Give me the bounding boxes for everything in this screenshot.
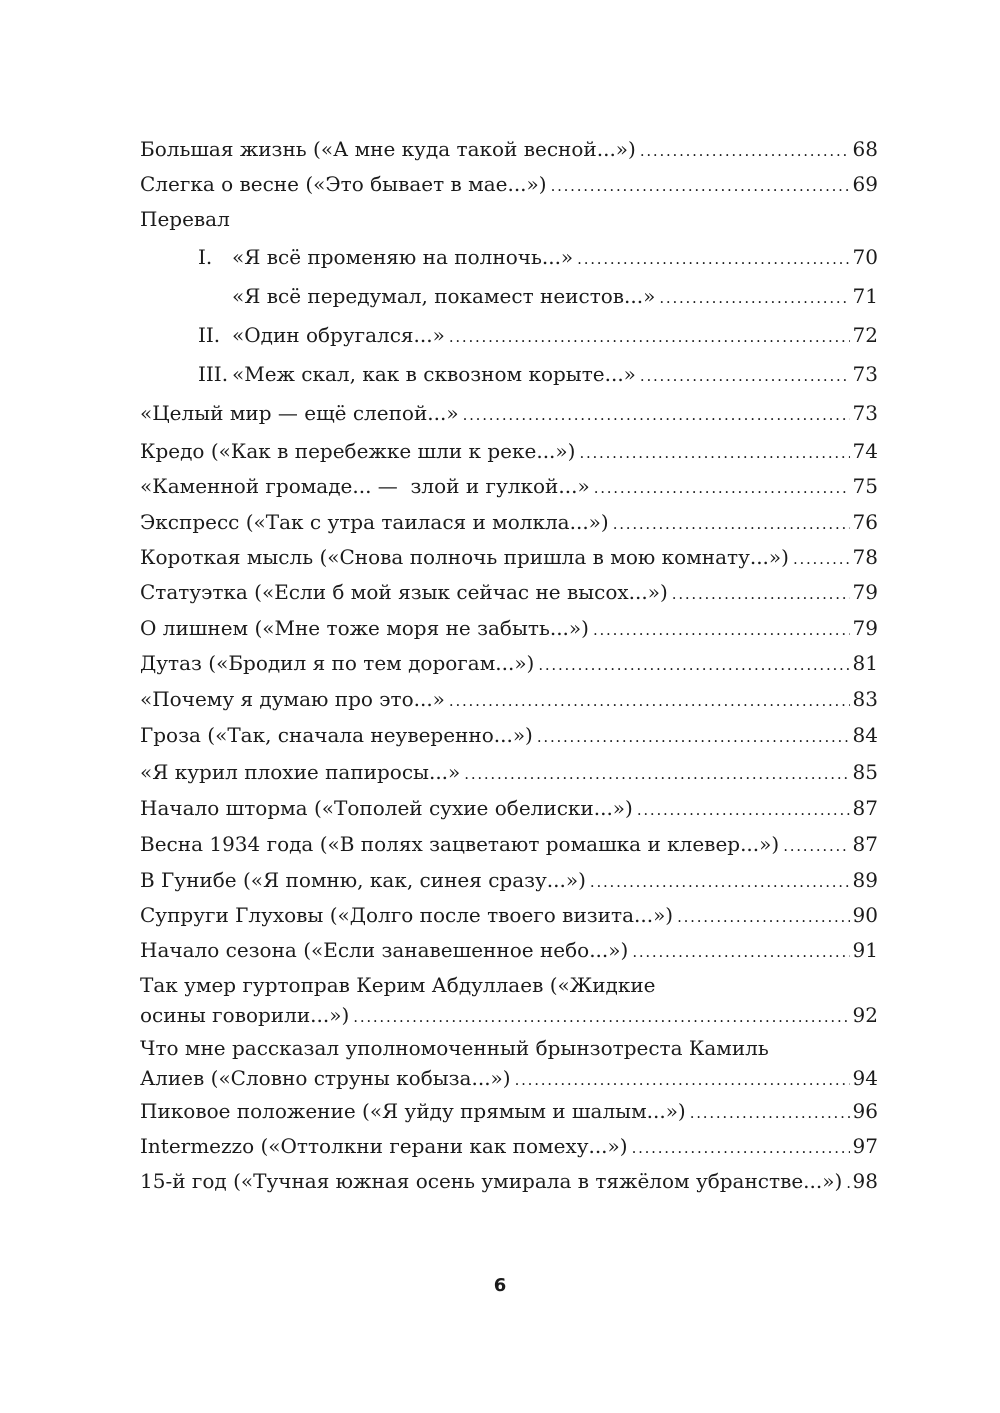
toc-entry-page: 89 xyxy=(852,868,878,892)
toc-entry-page: 78 xyxy=(852,545,878,569)
toc-entry-page: 90 xyxy=(852,903,878,927)
toc-entry xyxy=(198,359,878,391)
toc-entry-title: Экспресс («Так с утра таилася и молкла...») xyxy=(140,510,609,534)
leader-dots xyxy=(632,937,849,967)
toc-entry-multiline xyxy=(140,1033,878,1095)
toc-entry-page: 69 xyxy=(852,172,878,196)
toc-entry-title: О лишнем («Мне тоже моря не забыть...») xyxy=(140,616,589,640)
leader-dots xyxy=(577,244,849,274)
toc-entry-title: «Почему я думаю про это...» xyxy=(140,687,445,711)
toc-entry xyxy=(140,398,878,430)
toc-entry-title: «Один обругался...» xyxy=(232,323,445,347)
leader-dots xyxy=(594,473,850,503)
toc-entry-title: Начало сезона («Если занавешенное небо...») xyxy=(140,938,629,962)
toc-entry xyxy=(140,1096,878,1128)
toc-entry xyxy=(140,648,878,680)
toc-entry-numeral: I. xyxy=(198,245,213,269)
leader-dots xyxy=(783,831,849,861)
toc-entry-title: 15-й год («Тучная южная осень умирала в тяжёлом убранстве...») xyxy=(140,1169,843,1193)
toc-entry-page: 96 xyxy=(852,1099,878,1123)
page-number: 6 xyxy=(493,1275,507,1296)
leader-dots xyxy=(463,400,850,430)
toc-entry-page: 84 xyxy=(852,723,878,747)
leader-dots xyxy=(690,1098,850,1128)
toc-entry-title: Пиковое положение («Я уйду прямым и шалым...») xyxy=(140,1099,686,1123)
toc-entry-multiline xyxy=(140,970,878,1032)
leader-dots xyxy=(613,509,850,539)
toc-entry-title: «Я курил плохие папиросы...» xyxy=(140,760,461,784)
toc-entry xyxy=(140,793,878,825)
toc-entry-title: «Каменной громаде... — злой и гулкой...» xyxy=(140,474,590,498)
toc-entry-page: 87 xyxy=(852,832,878,856)
toc-entry xyxy=(140,507,878,539)
toc-entry xyxy=(140,1166,878,1198)
leader-dots xyxy=(590,867,850,897)
toc-entry-title: «Я всё променяю на полночь...» xyxy=(232,245,574,269)
toc-entry-page: 92 xyxy=(852,1003,878,1027)
toc-entry xyxy=(140,757,878,789)
toc-entry xyxy=(140,613,878,645)
toc-entry-title-line2: осины говорили...») xyxy=(140,1003,350,1027)
leader-dots xyxy=(793,544,850,574)
toc-entry-title: Intermezzo («Оттолкни герани как помеху...») xyxy=(140,1134,628,1158)
toc-entry xyxy=(140,829,878,861)
toc-entry xyxy=(198,242,878,274)
toc-entry-page: 83 xyxy=(852,687,878,711)
toc-entry-page: 74 xyxy=(852,439,878,463)
leader-dots xyxy=(637,795,850,825)
toc-entry-title: Слегка о весне («Это бывает в мае...») xyxy=(140,172,547,196)
toc-entry xyxy=(140,865,878,897)
toc-entry-title-line1: Так умер гуртоправ Керим Абдуллаев («Жидкие xyxy=(140,973,656,997)
toc-entry-page: 73 xyxy=(852,401,878,425)
toc-entry-title: «Я всё передумал, покамест неистов...» xyxy=(232,284,656,308)
toc-entry-title-line1: Что мне рассказал уполномоченный брынзотреста Камиль xyxy=(140,1036,769,1060)
leader-dots xyxy=(672,579,850,609)
toc-entry xyxy=(140,720,878,752)
toc-entry-title: Большая жизнь («А мне куда такой весной...») xyxy=(140,137,636,161)
toc-entry-numeral: III. xyxy=(198,362,229,386)
toc-entry-page: 79 xyxy=(852,580,878,604)
toc-entry-page: 94 xyxy=(852,1066,878,1090)
toc-entry-title: Статуэтка («Если б мой язык сейчас не высох...») xyxy=(140,580,668,604)
toc-entry-page: 98 xyxy=(852,1169,878,1193)
leader-dots xyxy=(579,438,849,468)
leader-dots xyxy=(640,361,850,391)
toc-entry-title: Короткая мысль («Снова полночь пришла в мою комнату...») xyxy=(140,545,789,569)
leader-dots xyxy=(846,1168,849,1198)
leader-dots xyxy=(551,171,850,201)
toc-entry-page: 70 xyxy=(852,245,878,269)
leader-dots xyxy=(449,686,850,716)
toc-section-heading xyxy=(140,204,878,234)
toc-entry xyxy=(140,900,878,932)
toc-entry xyxy=(198,320,878,352)
toc-entry-title: В Гунибе («Я помню, как, синея сразу...») xyxy=(140,868,586,892)
leader-dots xyxy=(464,759,849,789)
toc-section-title: Перевал xyxy=(140,207,230,231)
toc-entry-page: 71 xyxy=(852,284,878,308)
toc-entry-page: 85 xyxy=(852,760,878,784)
toc-entry-page: 68 xyxy=(852,137,878,161)
leader-dots xyxy=(677,902,849,932)
toc-entry-page: 81 xyxy=(852,651,878,675)
toc-entry xyxy=(140,436,878,468)
toc-entry-page: 75 xyxy=(852,474,878,498)
toc-entry xyxy=(232,281,878,313)
toc-entry-page: 76 xyxy=(852,510,878,534)
toc-entry-page: 73 xyxy=(852,362,878,386)
toc-entry-title: Весна 1934 года («В полях зацветают ромашка и клевер...») xyxy=(140,832,780,856)
leader-dots xyxy=(538,650,849,680)
toc-entry xyxy=(140,1131,878,1163)
leader-dots xyxy=(537,722,850,752)
toc-entry-page: 72 xyxy=(852,323,878,347)
leader-dots xyxy=(353,1002,849,1032)
toc-entry xyxy=(140,577,878,609)
toc-entry-page: 87 xyxy=(852,796,878,820)
toc-entry xyxy=(140,471,878,503)
toc-entry xyxy=(140,134,878,166)
toc-entry xyxy=(140,169,878,201)
toc-entry-title: «Меж скал, как в сквозном корыте...» xyxy=(232,362,636,386)
toc-entry xyxy=(140,935,878,967)
toc-entry-title: Дутаз («Бродил я по тем дорогам...») xyxy=(140,651,535,675)
toc-entry xyxy=(140,542,878,574)
toc-entry-page: 79 xyxy=(852,616,878,640)
toc-entry-title: Начало шторма («Тополей сухие обелиски...») xyxy=(140,796,633,820)
leader-dots xyxy=(449,322,850,352)
toc-entry xyxy=(140,684,878,716)
toc-entry-title-line2: Алиев («Словно струны кобыза...») xyxy=(140,1066,511,1090)
toc-entry-title: Супруги Глуховы («Долго после твоего визита...») xyxy=(140,903,674,927)
toc-entry-title: «Целый мир — ещё слепой...» xyxy=(140,401,459,425)
leader-dots xyxy=(593,615,850,645)
toc-entry-page: 91 xyxy=(852,938,878,962)
toc-entry-title: Гроза («Так, сначала неуверенно...») xyxy=(140,723,533,747)
toc-entry-page: 97 xyxy=(852,1134,878,1158)
leader-dots xyxy=(515,1065,850,1095)
toc-entry-numeral: II. xyxy=(198,323,221,347)
leader-dots xyxy=(659,283,849,313)
leader-dots xyxy=(640,136,850,166)
toc-entry-title: Кредо («Как в перебежке шли к реке...») xyxy=(140,439,576,463)
leader-dots xyxy=(632,1133,850,1163)
